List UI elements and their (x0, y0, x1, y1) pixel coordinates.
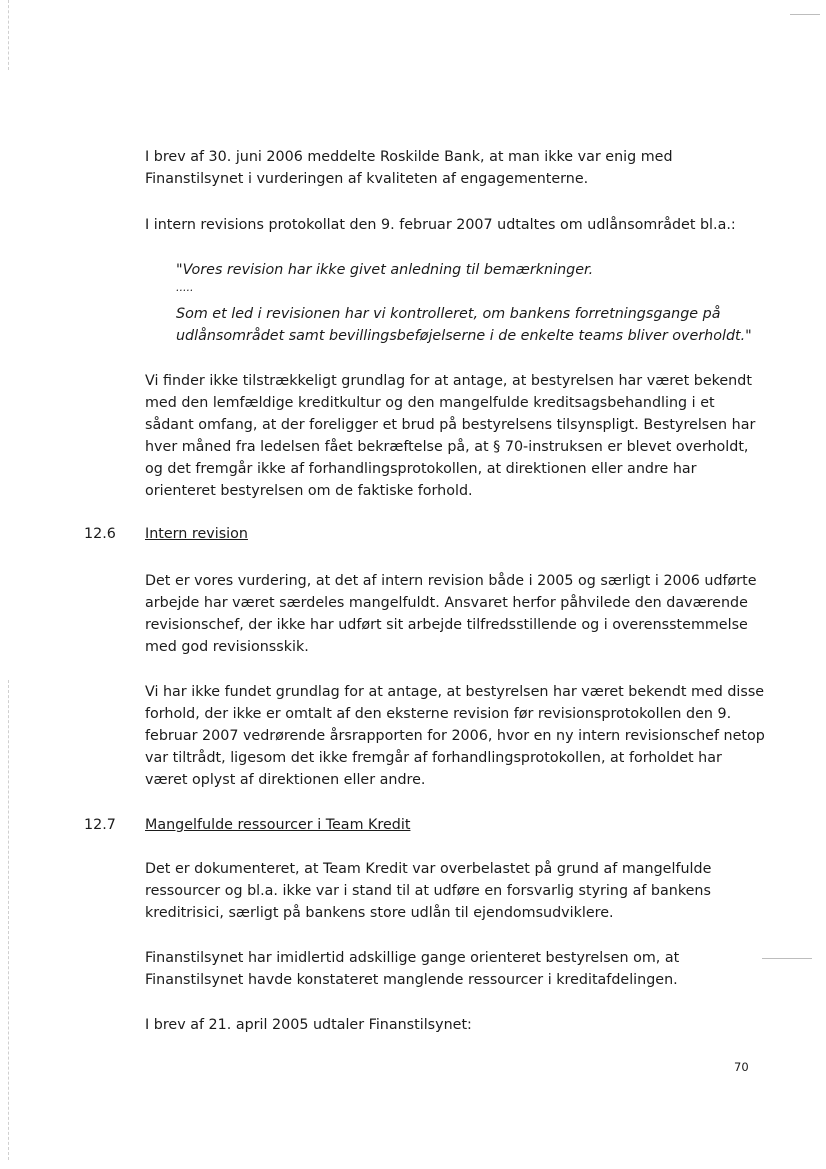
scan-edge-top (8, 0, 9, 70)
paragraph-2: I intern revisions protokollat den 9. februar 2007 udtaltes om udlånsområdet bl.a.: (145, 217, 736, 233)
paragraph-5: Vi har ikke fundet grundlag for at antage, at bestyrelsen har været bekendt med disse forhold, der ikke er omtalt af den eksterne revision før revisionsprotokollen den 9. februar 2007 vedrørende årsrapporten for 2006, hvor en ny intern revisionschef netop var tiltrådt, ligesom det ikke fremgår af forhandlingsprotokollen, at forholdet har været oplyst af direktionen eller andre. (145, 684, 765, 788)
paragraph-4: Det er vores vurdering, at det af intern revision både i 2005 og særligt i 2006 udførte arbejde har været særdeles mangelfuldt. Ansvaret herfor påhvilede den daværende revisionschef, der ikke har udført sit arbejde tilfredsstillende og i overensstemmelse med god revisionsskik. (145, 573, 757, 655)
scan-mark-side (762, 958, 812, 959)
quote-line-2: Som et led i revisionen har vi kontrolleret, om bankens forretningsgange på udlånsområdet samt bevillingsbeføjelserne i de enkelte teams bliver overholdt." (176, 306, 752, 344)
quote-line-1: "Vores revision har ikke givet anledning til bemærkninger. (176, 262, 594, 278)
paragraph-8: I brev af 21. april 2005 udtaler Finanstilsynet: (145, 1017, 472, 1033)
scan-edge-bottom (8, 680, 9, 1160)
paragraph-6: Det er dokumenteret, at Team Kredit var overbelastet på grund af mangelfulde ressourcer og bl.a. ikke var i stand til at udføre en forsvarlig styring af bankens kreditrisici, særligt på bankens store udlån til ejendomsudviklere. (145, 861, 712, 921)
section-number-12-6: 12.6 (84, 526, 116, 542)
section-title-ressourcer: Mangelfulde ressourcer i Team Kredit (145, 817, 411, 833)
paragraph-7: Finanstilsynet har imidlertid adskillige gange orienteret bestyrelsen om, at Finanstilsynet havde konstateret manglende ressourcer i kreditafdelingen. (145, 950, 680, 988)
paragraph-1: I brev af 30. juni 2006 meddelte Roskilde Bank, at man ikke var enig med Finanstilsynet i vurderingen af kvaliteten af engagementerne. (145, 149, 673, 187)
quote-ellipsis: ..... (176, 281, 194, 294)
section-title-intern-revision: Intern revision (145, 526, 248, 542)
scan-mark-top (790, 14, 820, 15)
paragraph-3: Vi finder ikke tilstrækkeligt grundlag for at antage, at bestyrelsen har været bekendt med den lemfældige kreditkultur og den mangelfulde kreditsagsbehandling i et sådant omfang, at der foreligger et brud på bestyrelsens tilsynspligt. Bestyrelsen har hver måned fra ledelsen fået bekræftelse på, at § 70-instruksen er blevet overholdt, og det fremgår ikke af forhandlingsprotokollen, at direktionen eller andre har orienteret bestyrelsen om de faktiske forhold. (145, 373, 756, 499)
section-number-12-7: 12.7 (84, 817, 116, 833)
page-number: 70 (734, 1060, 749, 1074)
